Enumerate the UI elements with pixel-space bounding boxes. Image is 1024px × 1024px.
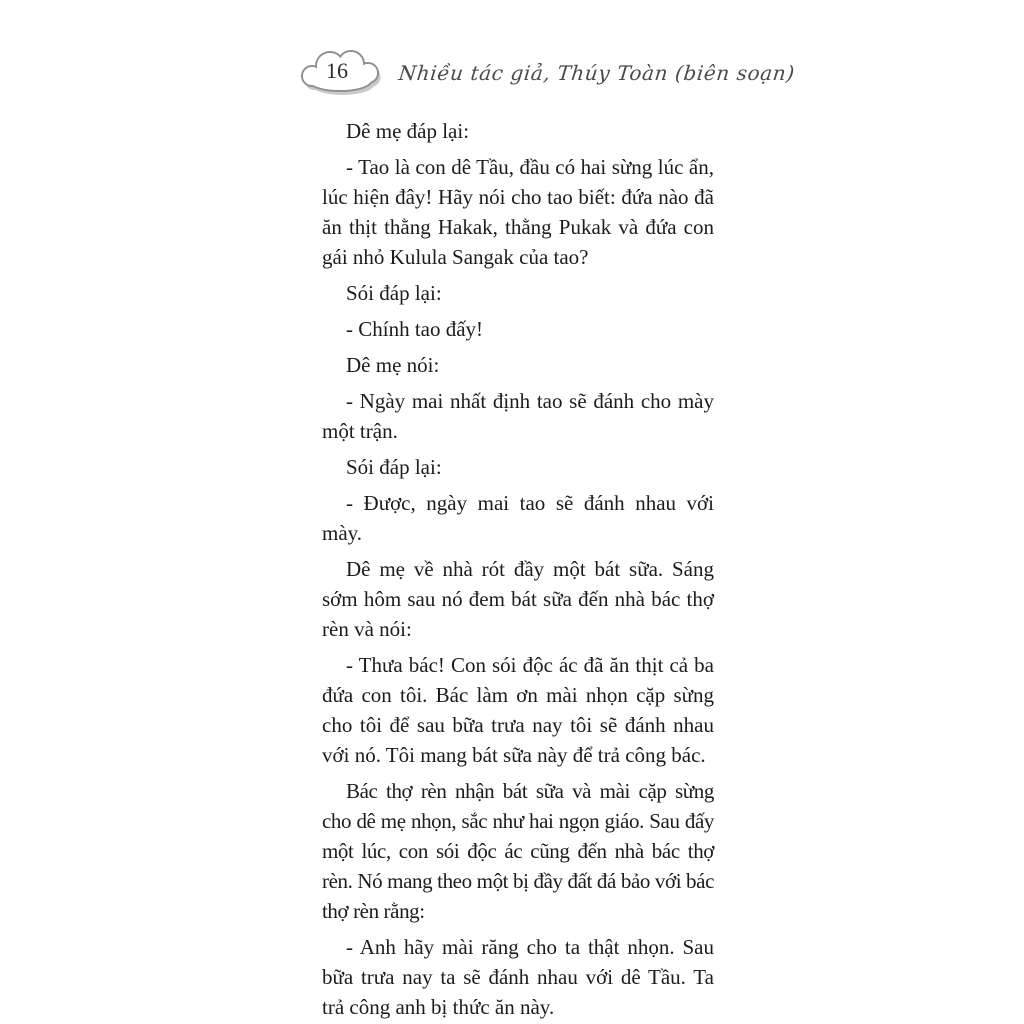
paragraph: Dê mẹ về nhà rót đầy một bát sữa. Sáng sớm hôm sau nó đem bát sữa đến nhà bác thợ rèn và nói: (322, 557, 714, 641)
paragraph: - Tao là con dê Tầu, đầu có hai sừng lúc ẩn, lúc hiện đây! Hãy nói cho tao biết: đứa nào đã ăn thịt thằng Hakak, thằng Pukak và đứa con gái nhỏ Kulula Sangak của tao? (322, 155, 714, 269)
paragraph: Bác thợ rèn nhận bát sữa và mài cặp sừng cho dê mẹ nhọn, sắc như hai ngọn giáo. Sau đấy một lúc, con sói độc ác cũng đến nhà bác thợ rèn. Nó mang theo một bị đầy đất đá bảo với bác thợ rèn rằng: (322, 779, 714, 923)
running-title: Nhiều tác giả, Thúy Toàn (biên soạn) (397, 61, 797, 85)
page-number: 16 (326, 58, 348, 83)
body-text (322, 116, 714, 1024)
page-header (297, 44, 795, 98)
page-number-badge (297, 44, 385, 98)
paragraph: - Chính tao đấy! (346, 317, 484, 341)
paragraph: - Ngày mai nhất định tao sẽ đánh cho mày một trận. (322, 389, 714, 443)
paragraph: Dê mẹ đáp lại: (346, 119, 470, 143)
paragraph: - Thưa bác! Con sói độc ác đã ăn thịt cả ba đứa con tôi. Bác làm ơn mài nhọn cặp sừng cho tôi để sau bữa trưa nay tôi sẽ đánh nhau với nó. Tôi mang bát sữa này để trả công bác. (322, 653, 714, 767)
paragraph: Sói đáp lại: (346, 455, 442, 479)
paragraph: Sói đáp lại: (346, 281, 442, 305)
paragraph: - Được, ngày mai tao sẽ đánh nhau với mày. (322, 491, 714, 545)
paragraph: - Anh hãy mài răng cho ta thật nhọn. Sau bữa trưa nay ta sẽ đánh nhau với dê Tầu. Ta trả công anh bị thức ăn này. (322, 935, 714, 1019)
paragraph: Dê mẹ nói: (346, 353, 440, 377)
